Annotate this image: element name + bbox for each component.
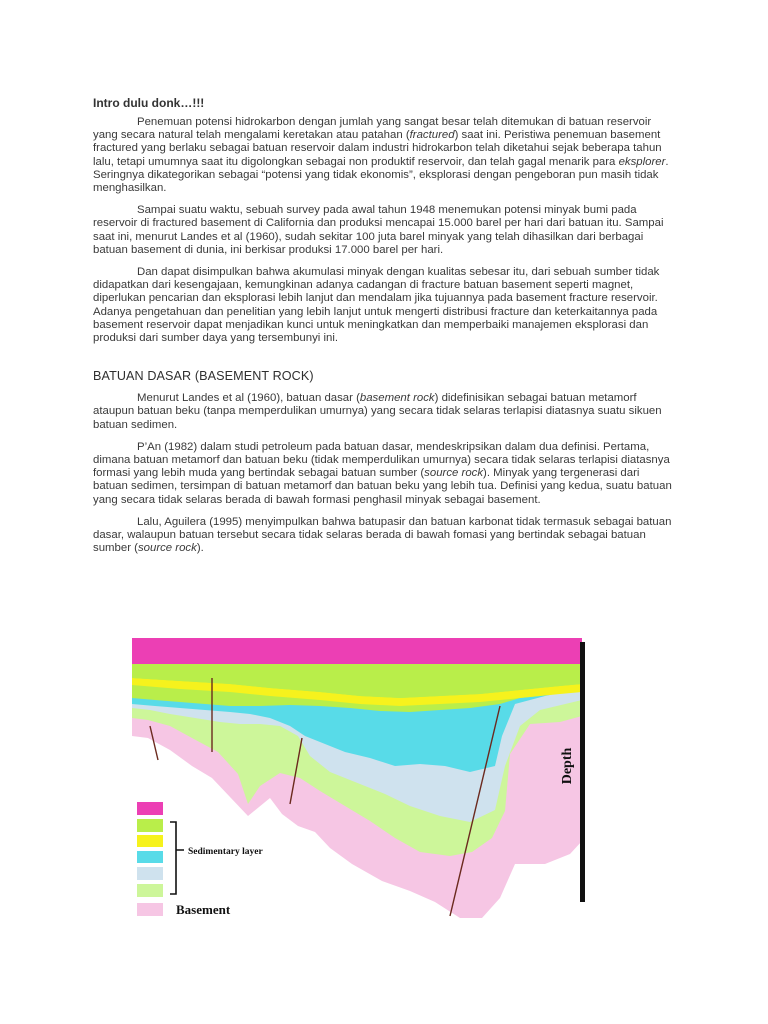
intro-paragraph-3: Dan dapat disimpulkan bahwa akumulasi minyak dengan kualitas sebesar itu, dari sebuah sumber tidak didapatkan dari kesengajaan, kemungkinan adanya cadangan di fracture batuan basement seperti magnet, diperlukan pencarian dan eksplorasi lebih lanjut dan mendalam jika tujuannya pada basement fracture reservoir. Adanya pengetahuan dan penelitian yang lebih lanjut untuk mengerti distribusi fracture dan keterkaitannya pada basement reservoir dapat menjadikan kunci untuk meningkatkan dan memperbaiki manajemen eksplorasi dan produksi dari sumber daya yang tersembunyi ini. — [93, 266, 660, 345]
legend-swatch-lightblue — [137, 867, 163, 880]
section-paragraph-3: Lalu, Aguilera (1995) menyimpulkan bahwa batupasir dan batuan karbonat tidak termasuk sebagai batuan dasar, walaupun batuan tersebut secara tidak selaras berada di bawah fomasi yang bertindak sebagai batuan sumber (source rock). — [93, 515, 672, 555]
legend-sedimentary-label: Sedimentary layer — [188, 847, 263, 857]
section-heading: BATUAN DASAR (BASEMENT ROCK) — [93, 369, 314, 384]
depth-label: Depth — [560, 747, 575, 785]
legend-swatch-palegreen — [137, 884, 163, 897]
legend-swatch-yellow — [137, 835, 163, 847]
intro-title: Intro dulu donk…!!! — [93, 96, 205, 110]
legend-bracket — [170, 822, 184, 894]
legend-swatch-magenta — [137, 802, 163, 815]
sediment-layer-magenta — [132, 638, 582, 664]
legend-swatch-cyan — [137, 851, 163, 863]
section-paragraph-2: P’An (1982) dalam studi petroleum pada batuan dasar, mendeskripsikan dalam dua definisi. Pertama, dimana batuan metamorf dan batuan beku (tidak memperdulikan umurnya) secara tidak selaras terlapisi diatasnya formasi yang lebih muda yang bertindak sebagai batuan sumber (source rock). Minyak yang tergenerasi dari batuan sedimen, tersimpan di batuan metamorf dan batuan beku yang lebih tua. Definisi yang kedua, suatu batuan yang secara tidak selaras berada di bawah formasi penghasil minyak sebagai basement. — [93, 440, 672, 506]
intro-paragraph-2: Sampai suatu waktu, sebuah survey pada awal tahun 1948 menemukan potensi minyak bumi pada reservoir di fractured basement di California dan produksi mencapai 15.000 barel per hari dari batuan itu. Sampai saat ini, menurut Landes et al (1960), sudah sekitar 100 juta barel minyak yang telah dihasilkan dari berbagai batuan basement di dunia, ini berkisar produksi 17.000 barel per hari. — [93, 204, 664, 256]
legend-basement-label: Basement — [176, 902, 231, 917]
basement-cross-section-figure — [120, 626, 598, 926]
section-paragraph-1: Menurut Landes et al (1960), batuan dasar (basement rock) didefinisikan sebagai batuan metamorf ataupun batuan beku (tanpa memperdulikan umurnya) yang secara tidak selaras terlapisi diatasnya suatu sikuen batuan sedimen. — [93, 392, 662, 431]
document-page — [93, 96, 675, 564]
intro-paragraph-1: Penemuan potensi hidrokarbon dengan jumlah yang sangat besar telah ditemukan di batuan reservoir yang secara natural telah mengalami keretakan atau patahan (fractured) saat ini. Peristiwa penemuan basement fractured yang berlaku sebagai batuan reservoir dalam industri hidrokarbon telah diketahui sejak beberapa tahun lalu, tetapi umumnya saat itu digolongkan sebagai non produktif reservoir, dan telah gagal menarik para eksplorer. Seringnya dikategorikan sebagai “potensi yang tidak ekonomis”, eksplorasi dengan pengeboran pun masih tidak menghasilkan. — [93, 116, 669, 195]
legend-swatch-pink — [137, 903, 163, 916]
legend-swatch-lime — [137, 819, 163, 832]
depth-axis-bar — [580, 642, 585, 902]
